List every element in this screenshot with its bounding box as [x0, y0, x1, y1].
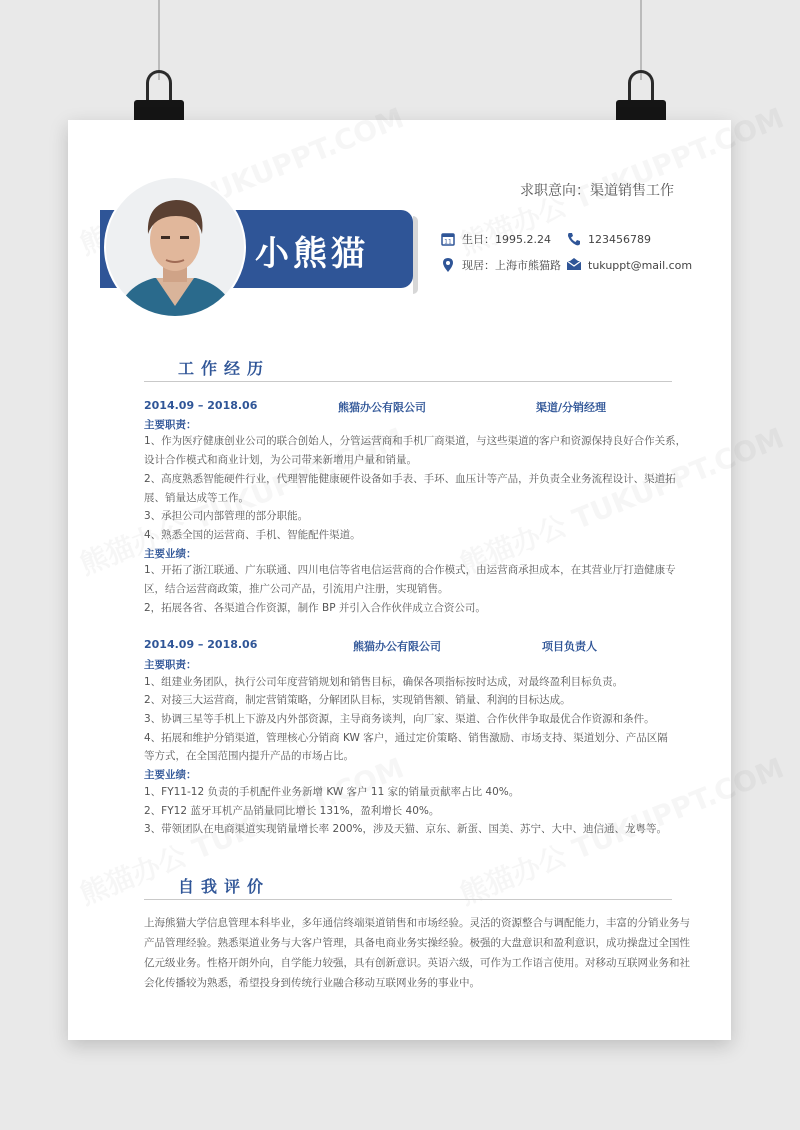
- job1-achievements-label: 主要业绩：: [144, 548, 197, 560]
- job-target: 求职意向：渠道销售工作: [520, 183, 674, 199]
- job1-duty-line: 1、作为医疗健康创业公司的联合创始人，分管运营商和手机厂商渠道，与这些渠道的客户和资源保持良好合作关系，: [144, 435, 687, 447]
- email-text: tukuppt@mail.com: [588, 258, 693, 272]
- job1-duty-line: 3、承担公司内部管理的部分职能。: [144, 510, 309, 522]
- section-title-evaluation: 自我评价: [178, 877, 271, 896]
- job2-duty-line: 1、组建业务团队，执行公司年度营销规划和销售目标，确保各项指标按时达成，对最终盈利目标负责。: [144, 676, 624, 688]
- job2-duties-label: 主要职责：: [144, 659, 197, 671]
- resume-paper: [68, 120, 731, 1040]
- job1-achievement-line: 2，拓展各省、各渠道合作资源，制作 BP 并引入合作伙伴成立合资公司。: [144, 602, 486, 614]
- address-text: 现居：上海市熊猫路: [462, 259, 561, 272]
- job1-duty-line: 2、高度熟悉智能硬件行业，代理智能健康硬件设备如手表、手环、血压计等产品，并负责全业务流程设计、渠道拓: [144, 473, 676, 485]
- job2-duty-line: 等方式，在全国范围内提升产品的市场占比。: [144, 750, 354, 762]
- job1-duty-line: 设计合作模式和商业计划，为公司带来新增用户量和销量。: [144, 454, 417, 466]
- job2-achievement-line: 3、带领团队在电商渠道实现销量增长率 200%，涉及天猫、京东、新蛋、国美、苏宁、大中、迪信通、龙粤等。: [144, 823, 668, 835]
- section-divider: [144, 899, 672, 900]
- job2-position: 项目负责人: [542, 640, 597, 653]
- job1-duties-label: 主要职责：: [144, 419, 197, 431]
- job2-date: 2014.09 – 2018.06: [144, 638, 258, 651]
- job2-achievement-line: 2、FY12 蓝牙耳机产品销量同比增长 131%，盈利增长 40%。: [144, 805, 440, 817]
- location-icon: [440, 257, 456, 273]
- phone-text: 123456789: [588, 232, 651, 246]
- birth-text: 生日：1995.2.24: [462, 233, 551, 246]
- job1-achievement-line: 1、开拓了浙江联通、广东联通、四川电信等省电信运营商的合作模式，由运营商承担成本，在其营业厅打造健康专: [144, 564, 676, 576]
- job2-achievement-line: 1、FY11-12 负责的手机配件业务新增 KW 客户 11 家的销量贡献率占比 40%。: [144, 786, 520, 798]
- evaluation-text: 上海熊猫大学信息管理本科毕业，多年通信终端渠道销售和市场经验。灵活的资源整合与调配能力，丰富的分销业务与产品管理经验。熟悉渠道业务与大客户管理，具备电商业务实操经验。极强的大盘意识和盈利意识，成功操盘过全国性亿元级业务。性格开朗外向，自学能力较强，具有创新意识。英语六级，可作为工作语言使用。对移动互联网业务和社会化传播较为熟悉，希望投身到传统行业融合移动互联网业务的事业中。: [144, 917, 690, 989]
- address-info: [440, 257, 561, 273]
- binder-clip-left: [134, 0, 184, 140]
- section-divider: [144, 381, 672, 382]
- mail-icon: [566, 257, 582, 273]
- job1-duty-line: 4、熟悉全国的运营商、手机、智能配件渠道。: [144, 529, 361, 541]
- section-title-work: 工作经历: [178, 359, 271, 378]
- svg-text:11: 11: [444, 238, 452, 246]
- job2-achievements-label: 主要业绩：: [144, 769, 197, 781]
- job1-duty-line: 展、销量达成等工作。: [144, 492, 249, 504]
- phone-info: [566, 231, 651, 247]
- job1-achievement-line: 区，结合运营商政策，推广公司产品，引流用户注册，实现销售。: [144, 583, 449, 595]
- birth-info: [440, 231, 551, 247]
- job1-company: 熊猫办公有限公司: [338, 401, 426, 414]
- binder-clip-right: [616, 0, 666, 140]
- calendar-icon: [440, 231, 456, 247]
- job2-duty-line: 2、对接三大运营商，制定营销策略，分解团队目标，实现销售额、销量、利润的目标达成。: [144, 694, 571, 706]
- phone-icon: [566, 231, 582, 247]
- job1-date: 2014.09 – 2018.06: [144, 399, 258, 412]
- avatar: [106, 178, 244, 316]
- email-info: [566, 257, 692, 273]
- candidate-name: 小熊猫: [255, 234, 369, 274]
- job1-position: 渠道/分销经理: [536, 401, 607, 414]
- job2-company: 熊猫办公有限公司: [353, 640, 441, 653]
- job2-duty-line: 3、协调三星等手机上下游及内外部资源，主导商务谈判，向厂家、渠道、合作伙伴争取最优合作资源和条件。: [144, 713, 655, 725]
- job2-duty-line: 4、拓展和维护分销渠道，管理核心分销商 KW 客户，通过定价策略、销售激励、市场支持、渠道划分、产品区隔: [144, 732, 668, 744]
